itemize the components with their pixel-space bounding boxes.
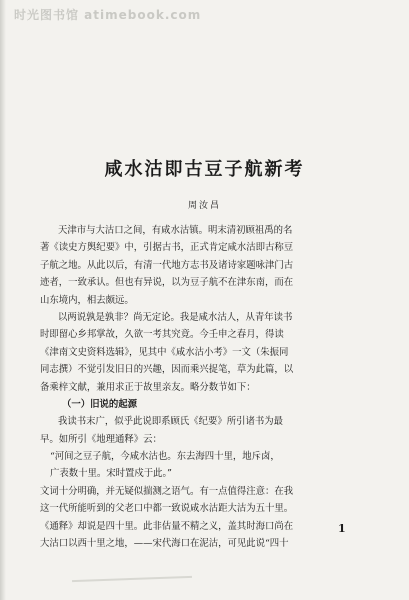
text-line: 大沽口以西十里之地，——宋代海口在泥沽，可见此说“四十 <box>40 538 289 550</box>
text-line: 备乘梓文献，兼用求正于故里亲友。略分数节如下： <box>40 381 256 393</box>
text-line: 子航之地。从此以后，有清一代地方志书及诸诗家题咏津门古 <box>40 259 294 271</box>
text-line: 广表数十里。宋时置戍于此。” <box>50 468 172 480</box>
author-name: 周汝昌 <box>187 201 221 211</box>
scan-mark <box>72 576 192 582</box>
text-line: 我读书末广，似乎此说即系顾氏《纪要》所引诸书为最 <box>58 416 284 428</box>
page-number: 1 <box>338 522 346 535</box>
section-heading: （一）旧说的起源 <box>62 398 138 410</box>
text-line: 《津南文史资料选辑》，见其中《咸水沽小考》一文（朱振同 <box>40 346 289 358</box>
scan-edge-shadow <box>0 0 6 600</box>
text-line: 同志撰）不觉引发旧日的兴趣，因而乘兴捉笔，草为此篇，以 <box>40 364 294 376</box>
text-line: 这一代所能听到的父老口中都一致说咸水沽距大沽为五十里。 <box>40 503 294 515</box>
text-line: 迹者，一致承认。但也有异说，以为豆子航不在津东南，而在 <box>40 277 294 289</box>
text-line: 时即留心乡邦掌故，久欲一考其究竟。今壬申之春月，得读 <box>40 329 284 341</box>
text-line: 著《读史方舆纪要》中，引据古书，正式肯定咸水沽即古称豆 <box>40 242 294 254</box>
article-title: 咸水沽即古豆子航新考 <box>104 159 305 180</box>
text-line: 文词十分明确，并无疑似揣测之语气。有一点值得注意：在我 <box>40 485 294 497</box>
text-line: 山东境内，相去颇远。 <box>40 294 134 306</box>
watermark: 时光图书馆 atimebook.com <box>14 8 202 22</box>
article-body <box>40 222 362 552</box>
text-line: “河间之豆子航，今咸水沽也。东去海四十里，地斥卤， <box>50 451 280 463</box>
text-line: 早。如所引《地理通释》云： <box>40 433 162 445</box>
text-line: 《通释》却说是四十里。此非估量不精之义，盖其时海口尚在 <box>40 520 294 532</box>
text-line: 以两说孰是孰非？尚无定论。我是咸水沽人，从青年读书 <box>58 311 293 323</box>
text-line: 天津市与大沽口之间，有咸水沽镇。明末清初顾祖禹的名 <box>58 225 293 236</box>
